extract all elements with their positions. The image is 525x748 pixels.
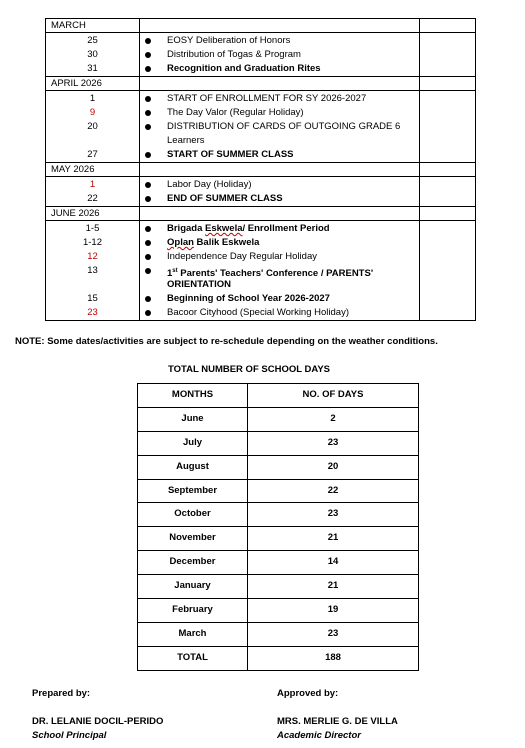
activity-date: 1-5 bbox=[85, 223, 100, 234]
bullet-icon bbox=[145, 52, 151, 58]
month-cell: February bbox=[138, 599, 248, 623]
table-row bbox=[138, 407, 419, 431]
activity-date: 13 bbox=[87, 265, 98, 276]
activity-text: The Day Valor (Regular Holiday) bbox=[167, 107, 304, 118]
calendar-table bbox=[45, 18, 476, 321]
month-cell: March bbox=[138, 622, 248, 646]
month-cell: July bbox=[138, 431, 248, 455]
activity-item bbox=[140, 292, 419, 306]
activity-item bbox=[140, 106, 419, 120]
month-cell: TOTAL bbox=[138, 646, 248, 670]
activity-text: Bacoor Cityhood (Special Working Holiday) bbox=[167, 307, 349, 318]
prepared-by-label: Prepared by: bbox=[32, 688, 91, 699]
bullet-icon bbox=[145, 124, 151, 130]
month-label: MAY 2026 bbox=[46, 163, 140, 177]
month-cell: June bbox=[138, 407, 248, 431]
activity-text: 1st Parents' Teachers' Conference / PARENTS' bbox=[167, 268, 374, 280]
month-cell: August bbox=[138, 455, 248, 479]
days-cell: 23 bbox=[248, 622, 419, 646]
activity-text: Learners bbox=[167, 135, 205, 146]
activity-date: 1-12 bbox=[82, 237, 102, 248]
total-days-title: TOTAL NUMBER OF SCHOOL DAYS bbox=[167, 364, 331, 375]
activity-item bbox=[140, 62, 419, 76]
days-header-row bbox=[138, 384, 419, 408]
month-header-row bbox=[46, 163, 476, 177]
bullet-icon bbox=[145, 240, 151, 246]
activity-date: 20 bbox=[87, 121, 98, 132]
activity-date: 1 bbox=[89, 93, 96, 104]
school-days-table bbox=[137, 383, 419, 671]
table-row bbox=[138, 551, 419, 575]
activity-item bbox=[140, 34, 419, 48]
activity-text: START OF ENROLLMENT FOR SY 2026-2027 bbox=[167, 93, 367, 104]
activity-text: START OF SUMMER CLASS bbox=[167, 149, 294, 160]
bullet-icon bbox=[145, 182, 151, 188]
month-label: APRIL 2026 bbox=[46, 77, 140, 91]
days-cell: 19 bbox=[248, 599, 419, 623]
activity-text: Recognition and Graduation Rites bbox=[167, 63, 321, 74]
bullet-icon bbox=[145, 110, 151, 116]
activity-date: 23 bbox=[87, 307, 98, 318]
month-header-row bbox=[46, 19, 476, 33]
approved-by-label: Approved by: bbox=[277, 688, 339, 699]
bullet-icon bbox=[145, 96, 151, 102]
activity-text: Beginning of School Year 2026-2027 bbox=[167, 293, 330, 304]
month-cell: September bbox=[138, 479, 248, 503]
activity-date: 15 bbox=[87, 293, 98, 304]
activity-item bbox=[140, 148, 419, 162]
table-row bbox=[138, 575, 419, 599]
month-header-row bbox=[46, 207, 476, 221]
table-row bbox=[138, 503, 419, 527]
table-row bbox=[138, 646, 419, 670]
table-row bbox=[138, 622, 419, 646]
bullet-icon bbox=[145, 310, 151, 316]
month-cell: December bbox=[138, 551, 248, 575]
activity-text: EOSY Deliberation of Honors bbox=[167, 35, 291, 46]
activity-item bbox=[140, 178, 419, 192]
activity-item bbox=[140, 236, 419, 250]
days-cell: 20 bbox=[248, 455, 419, 479]
month-label: JUNE 2026 bbox=[46, 207, 140, 221]
activity-date: 27 bbox=[87, 149, 98, 160]
month-activities-row bbox=[46, 91, 476, 163]
bullet-icon bbox=[145, 254, 151, 260]
table-row bbox=[138, 527, 419, 551]
prepared-name: DR. LELANIE DOCIL-PERIDO bbox=[32, 716, 164, 727]
activity-date bbox=[46, 278, 139, 292]
activity-item bbox=[140, 192, 419, 206]
month-cell: November bbox=[138, 527, 248, 551]
days-cell: 21 bbox=[248, 527, 419, 551]
activity-item bbox=[140, 120, 419, 134]
bullet-icon bbox=[145, 38, 151, 44]
activity-text: Oplan Balik Eskwela bbox=[167, 237, 260, 248]
activity-item bbox=[140, 134, 419, 148]
activity-date bbox=[46, 134, 139, 148]
activity-text: END OF SUMMER CLASS bbox=[167, 193, 283, 204]
activity-item bbox=[140, 250, 419, 264]
activity-text: Distribution of Togas & Program bbox=[167, 49, 301, 60]
days-cell: 2 bbox=[248, 407, 419, 431]
days-cell: 188 bbox=[248, 646, 419, 670]
activity-text: Independence Day Regular Holiday bbox=[167, 251, 317, 262]
month-cell: October bbox=[138, 503, 248, 527]
activity-text: ORIENTATION bbox=[167, 279, 232, 290]
approved-name: MRS. MERLIE G. DE VILLA bbox=[277, 716, 398, 727]
bullet-icon bbox=[145, 268, 151, 274]
bullet-icon bbox=[145, 152, 151, 158]
bullet-icon bbox=[145, 196, 151, 202]
activity-text: Labor Day (Holiday) bbox=[167, 179, 252, 190]
activity-item bbox=[140, 222, 419, 236]
activity-date: 30 bbox=[87, 49, 98, 60]
activity-item bbox=[140, 278, 419, 292]
activity-text: Brigada Eskwela/ Enrollment Period bbox=[167, 223, 330, 234]
column-header: NO. OF DAYS bbox=[248, 384, 419, 408]
activity-item bbox=[140, 264, 419, 278]
activity-date: 22 bbox=[87, 193, 98, 204]
bullet-icon bbox=[145, 66, 151, 72]
days-cell: 14 bbox=[248, 551, 419, 575]
days-cell: 23 bbox=[248, 503, 419, 527]
approved-title: Academic Director bbox=[277, 730, 361, 741]
activity-date: 12 bbox=[87, 251, 98, 262]
table-row bbox=[138, 479, 419, 503]
activity-date: 25 bbox=[87, 35, 98, 46]
days-cell: 23 bbox=[248, 431, 419, 455]
prepared-title: School Principal bbox=[32, 730, 107, 741]
bullet-icon bbox=[145, 226, 151, 232]
activity-text: DISTRIBUTION OF CARDS OF OUTGOING GRADE 6 bbox=[167, 121, 401, 132]
column-header: MONTHS bbox=[138, 384, 248, 408]
activity-date: 1 bbox=[89, 179, 96, 190]
month-activities-row bbox=[46, 221, 476, 321]
activity-item bbox=[140, 92, 419, 106]
activity-date: 31 bbox=[87, 63, 98, 74]
days-cell: 21 bbox=[248, 575, 419, 599]
activity-item bbox=[140, 306, 419, 320]
activity-date: 9 bbox=[89, 107, 96, 118]
days-cell: 22 bbox=[248, 479, 419, 503]
table-row bbox=[138, 455, 419, 479]
table-row bbox=[138, 599, 419, 623]
month-cell: January bbox=[138, 575, 248, 599]
month-activities-row bbox=[46, 177, 476, 207]
activity-item bbox=[140, 48, 419, 62]
weather-note: NOTE: Some dates/activities are subject to re-schedule depending on the weather conditions. bbox=[15, 336, 438, 347]
month-header-row bbox=[46, 77, 476, 91]
table-row bbox=[138, 431, 419, 455]
month-label: MARCH bbox=[46, 19, 140, 33]
bullet-icon bbox=[145, 296, 151, 302]
month-activities-row bbox=[46, 33, 476, 77]
